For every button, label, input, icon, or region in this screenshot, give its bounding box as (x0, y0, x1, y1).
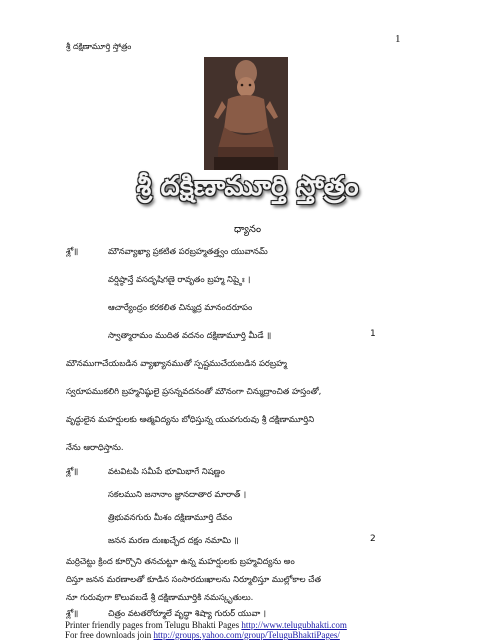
footer-line-1 (65, 620, 347, 630)
deity-idol-photo (204, 57, 288, 170)
page-number: 1 (395, 33, 401, 45)
verse-line: మౌనవ్యాఖ్యా ప్రకటిత పరబ్రహ్మతత్త్వం యువానమ్ (108, 246, 268, 256)
footer-line-2 (65, 630, 340, 640)
verse-marker: శ్లో॥ (66, 246, 79, 256)
verse-line: చిత్రం వటతరోర్మూలే వృద్ధా శిష్యా గురుర్ యువా । (108, 608, 267, 618)
footer-text: For free downloads join (65, 630, 154, 640)
verse-line: సకలముని జనానాం జ్ఞానదాతార మారాత్ । (108, 489, 247, 499)
document-title: శ్రీ దక్షిణామూర్తి స్తోత్రం (136, 171, 359, 202)
footer-link-group[interactable]: http://groups.yahoo.com/group/TeluguBhaktiPages/ (153, 630, 340, 640)
paragraph-line: వృద్ధులైన మహర్షులకు ఆత్మవిద్యను బోధిస్తున్న యువగురువు శ్రీ దక్షిణామూర్తిని (66, 414, 315, 424)
verse-line: వర్షిష్ఠాన్తే వసదృషిగణై రావృతం బ్రహ్మ నిష్ఠైః । (108, 274, 251, 284)
paragraph-line: స్వరూపముకలిగి బ్రహ్మనిష్ఠులై ప్రసన్నవదనంతో మౌనంగా చిన్ముద్రాంచిత హస్తంతో, (66, 386, 322, 396)
verse-line: ఆచార్యేంద్రం కరకలిత చిన్ముద్ర మానందరూపం (108, 302, 253, 312)
footer-text: Printer friendly pages from Telugu Bhakti Pages (65, 620, 242, 630)
paragraph-line: నేను ఆరాధిస్తాను. (66, 442, 124, 452)
paragraph-line: మౌనముగాచేయబడిన వ్యాఖ్యానముతో స్పష్టముచేయబడిన పరబ్రహ్మ (66, 358, 287, 368)
paragraph-line: నూ గురువుగా కొలువబడే శ్రీ దక్షిణామూర్తికి నమస్కృతులు. (66, 592, 254, 602)
section-heading: ధ్యానం (233, 224, 262, 235)
verse-line: జనన మరణ దుఃఖచ్ఛేద దక్షం నమామి ॥ (108, 535, 239, 545)
verse-line: త్రిభువనగురు మీశం దక్షిణామూర్తి దేవం (108, 512, 233, 522)
paragraph-line: దిస్తూ జనన మరణాలతో కూడిన సంసారదుఃఖాలను నిర్మూలిస్తూ ముల్లోకాల చేత (66, 574, 322, 584)
verse-marker: శ్లో॥ (66, 466, 79, 476)
running-header: శ్రీ దక్షిణామూర్తి స్తోత్రం (66, 42, 132, 51)
verse-line: వటవిటపి సమీపే భూమిభాగే నిషణ్ణం (108, 466, 225, 476)
verse-marker: శ్లో॥ (66, 608, 79, 618)
verse-number: 2 (370, 534, 376, 544)
paragraph-line: మర్రిచెట్టు క్రింద కూర్చొని తనచుట్టూ ఉన్న మహర్షులకు బ్రహ్మవిద్యను అం (66, 556, 295, 566)
verse-number: 1 (370, 329, 376, 339)
footer-link-site[interactable]: http://www.telugubhakti.com (241, 620, 347, 630)
verse-line: స్వాత్మారామం ముదిత వదనం దక్షిణామూర్తి మీడే ॥ (108, 330, 272, 340)
